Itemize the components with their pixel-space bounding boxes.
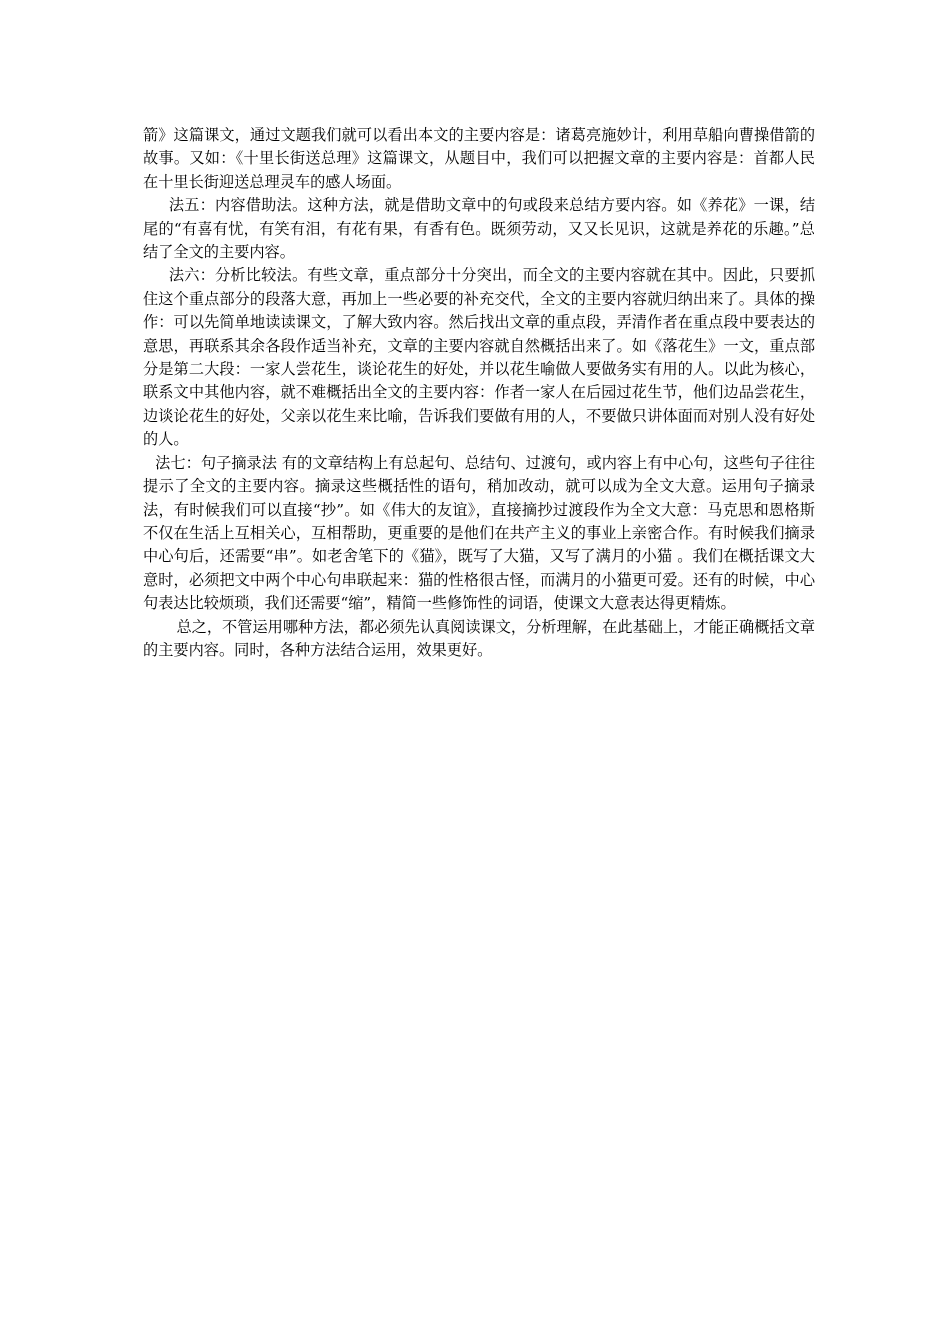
paragraph-method-six: 法六：分析比较法。有些文章，重点部分十分突出，而全文的主要内容就在其中。因此，只要抓住这个重点部分的段落大意，再加上一些必要的补充交代，全文的主要内容就归纳出来了。具体的操作：可以先简单地读读课文，了解大致内容。然后找出文章的重点段，弄清作者在重点段中要表达的意思，再联系其余各段作适当补充，文章的主要内容就自然概括出来了。如《落花生》一文，重点部分是第二大段：一家人尝花生，谈论花生的好处，并以花生喻做人要做务实有用的人。以此为核心，联系文中其他内容，就不难概括出全文的主要内容：作者一家人在后园过花生节，他们边品尝花生，边谈论花生的好处，父亲以花生来比喻，告诉我们要做有用的人，不要做只讲体面而对别人没有好处的人。	[143, 266, 815, 449]
paragraph-method-seven: 法七：句子摘录法 有的文章结构上有总起句、总结句、过渡句，或内容上有中心句，这些句子往往提示了全文的主要内容。摘录这些概括性的语句，稍加改动，就可以成为全文大意。运用句子摘录法，有时候我们可以直接“抄”。如《伟大的友谊》，直接摘抄过渡段作为全文大意：马克思和恩格斯不仅在生活上互相关心，互相帮助，更重要的是他们在共产主义的事业上亲密合作。有时候我们摘录中心句后，还需要“串”。如老舍笔下的《猫》，既写了大猫，又写了满月的小猫 。我们在概括课文大意时，必须把文中两个中心句串联起来：猫的性格很古怪，而满月的小猫更可爱。还有的时候，中心句表达比较烦琐，我们还需要“缩”，精简一些修饰性的词语，使课文大意表达得更精炼。	[143, 453, 815, 613]
paragraph-conclusion: 总之，不管运用哪种方法，都必须先认真阅读课文，分析理解，在此基础上，才能正确概括文章的主要内容。同时，各种方法结合运用，效果更好。	[143, 617, 815, 659]
paragraph-continuation: 箭》这篇课文，通过文题我们就可以看出本文的主要内容是：诸葛亮施妙计，利用草船向曹操借箭的故事。又如：《十里长街送总理》这篇课文，从题目中，我们可以把握文章的主要内容是：首都人民在十里长街迎送总理灵车的感人场面。	[143, 126, 815, 191]
paragraph-method-five: 法五：内容借助法。这种方法，就是借助文章中的句或段来总结方要内容。如《养花》一课，结尾的“有喜有忧，有笑有泪，有花有果，有香有色。既须劳动，又又长见识，这就是养花的乐趣。”总结了全文的主要内容。	[143, 196, 815, 262]
document-body	[143, 124, 815, 662]
